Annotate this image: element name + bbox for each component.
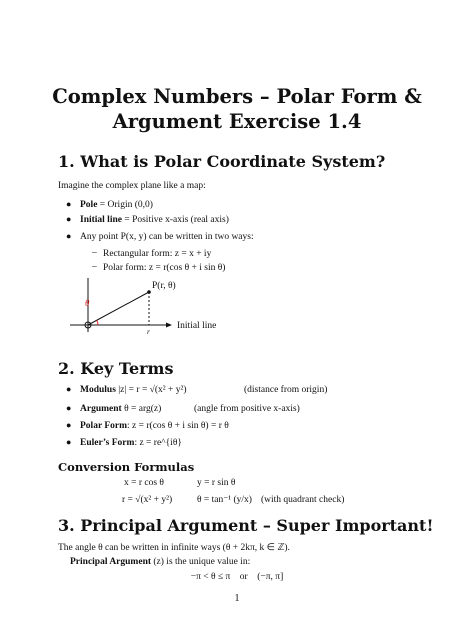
term-name: Euler’s Form (80, 438, 135, 448)
formula-x: x = r cos θ (124, 478, 164, 488)
principal-argument-term: Principal Argument (70, 557, 152, 567)
section-1-intro: Imagine the complex plane like a map: (58, 181, 206, 191)
axis-arrowhead (166, 323, 172, 328)
bullet-marker: ● (66, 231, 72, 241)
subitem-rectangular: Rectangular form: z = x + iy (103, 249, 212, 259)
formula-y: y = r sin θ (197, 478, 236, 488)
bullet-marker: ● (66, 403, 72, 413)
term-name: Modulus (80, 385, 116, 395)
term-formula: : z = r(cos θ + i sin θ) = r θ (127, 421, 229, 431)
dash-marker: – (92, 262, 97, 272)
term-modulus (80, 384, 187, 396)
dash-marker: – (92, 248, 97, 258)
radius-line (88, 292, 149, 325)
angle-arc (97, 320, 98, 325)
bullet-marker: ● (66, 199, 72, 209)
bullet-pole (80, 199, 153, 211)
principal-argument-rest: (z) is the unique value in: (151, 557, 251, 567)
conversion-heading: Conversion Formulas (58, 460, 195, 474)
page-number: 1 (234, 593, 240, 604)
principal-interval: −π < θ ≤ π or (−π, π] (190, 572, 284, 582)
bullet-text: = Positive x-axis (real axis) (121, 215, 229, 225)
section-2-heading: 2. Key Terms (58, 359, 174, 378)
term-name: Polar Form (80, 421, 128, 431)
formula-theta: θ = tan⁻¹ (y/x) (197, 495, 252, 505)
document-title (0, 84, 474, 134)
section-3-line-2 (70, 556, 250, 568)
term-argument (80, 403, 161, 415)
point-p (147, 290, 151, 294)
bullet-term: Initial line (80, 215, 122, 225)
term-formula: θ = arg(z) (121, 404, 162, 414)
term-note: (distance from origin) (244, 385, 328, 395)
term-formula: |z| = r = √(x² + y²) (115, 385, 187, 395)
bullet-marker: ● (66, 384, 72, 394)
bullet-marker: ● (66, 437, 72, 447)
section-3-heading: 3. Principal Argument – Super Important! (58, 516, 434, 535)
subitem-polar: Polar form: z = r(cos θ + i sin θ) (103, 263, 226, 273)
theta-label: θ (85, 298, 90, 308)
term-name: Argument (80, 404, 122, 414)
point-label: P(r, θ) (152, 281, 176, 291)
bullet-text: = Origin (0,0) (97, 200, 153, 210)
section-3-line-1: The angle θ can be written in infinite ways (θ + 2kπ, k ∈ ℤ). (58, 543, 290, 553)
title-line-2: Argument Exercise 1.4 (112, 110, 362, 133)
r-label: r (147, 327, 150, 336)
term-polar-form (80, 420, 229, 432)
quadrant-note: (with quadrant check) (261, 495, 345, 505)
axis-label: Initial line (177, 321, 217, 331)
formula-r: r = √(x² + y²) (122, 495, 173, 505)
term-note: (angle from positive x-axis) (194, 404, 300, 414)
section-1-heading: 1. What is Polar Coordinate System? (58, 152, 386, 171)
bullet-marker: ● (66, 420, 72, 430)
term-formula: : z = re^{iθ} (134, 438, 182, 448)
title-line-1: Complex Numbers – Polar Form & (52, 85, 422, 108)
term-eulers-form (80, 437, 182, 449)
bullet-term: Pole (80, 200, 98, 210)
bullet-marker: ● (66, 214, 72, 224)
polar-diagram (60, 276, 260, 342)
bullet-initial-line (80, 214, 229, 226)
bullet-any-point: Any point P(x, y) can be written in two ways: (80, 232, 254, 242)
